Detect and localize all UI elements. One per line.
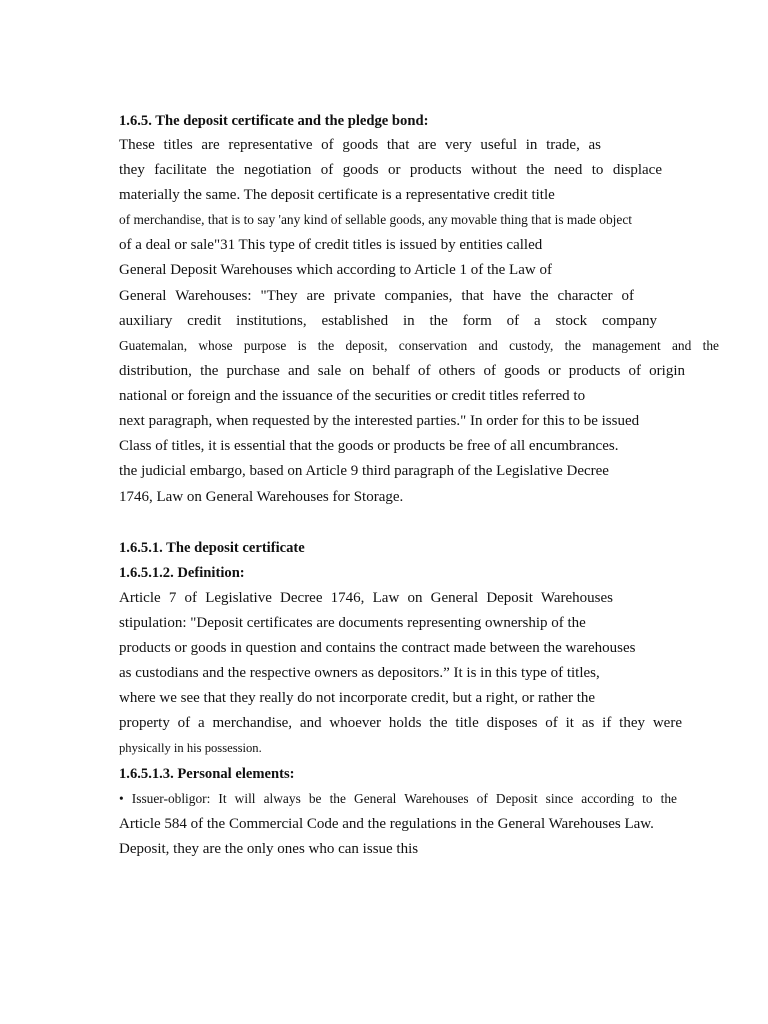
paragraph-line: Article 7 of Legislative Decree 1746, Law on General Deposit Warehouses — [119, 590, 613, 606]
paragraph-line: stipulation: "Deposit certificates are documents representing ownership of the — [119, 615, 586, 631]
paragraph-line: they facilitate the negotiation of goods or products without the need to displace — [119, 162, 662, 178]
paragraph-line: of a deal or sale"31 This type of credit titles is issued by entities called — [119, 237, 543, 253]
paragraph-line: where we see that they really do not incorporate credit, but a right, or rather the — [119, 690, 596, 706]
paragraph-line: next paragraph, when requested by the interested parties." In order for this to be issued — [119, 413, 640, 429]
paragraph-line: of merchandise, that is to say 'any kind of sellable goods, any movable thing that is made object — [119, 212, 632, 227]
paragraph-line: Article 584 of the Commercial Code and the regulations in the General Warehouses Law. — [119, 816, 654, 832]
bullet-item: • Issuer-obligor: It will always be the General Warehouses of Deposit since according to the — [119, 791, 677, 806]
subsection-heading: 1.6.5.1.2. Definition: — [119, 565, 245, 581]
section-heading: 1.6.5. The deposit certificate and the pledge bond: — [119, 113, 429, 129]
paragraph-line: property of a merchandise, and whoever holds the title disposes of it as if they were — [119, 715, 682, 731]
paragraph-line: products or goods in question and contains the contract made between the warehouses — [119, 640, 636, 656]
paragraph-line: physically in his possession. — [119, 741, 262, 755]
section-heading: 1.6.5.1.3. Personal elements: — [119, 766, 295, 782]
paragraph-line: Deposit, they are the only ones who can issue this — [119, 841, 419, 857]
paragraph-line: 1746, Law on General Warehouses for Storage. — [119, 489, 404, 505]
paragraph-line: as custodians and the respective owners as depositors.” It is in this type of titles, — [119, 665, 600, 681]
paragraph-line: materially the same. The deposit certificate is a representative credit title — [119, 187, 555, 203]
paragraph-line: national or foreign and the issuance of the securities or credit titles referred to — [119, 388, 586, 404]
paragraph-line: the judicial embargo, based on Article 9 third paragraph of the Legislative Decree — [119, 463, 609, 479]
paragraph-line: auxiliary credit institutions, established in the form of a stock company — [119, 313, 657, 329]
paragraph-line: General Deposit Warehouses which according to Article 1 of the Law of — [119, 262, 552, 278]
paragraph-line: distribution, the purchase and sale on behalf of others of goods or products of origin — [119, 363, 685, 379]
paragraph-line: Class of titles, it is essential that the goods or products be free of all encumbrances. — [119, 438, 619, 454]
section-heading: 1.6.5.1. The deposit certificate — [119, 540, 305, 556]
paragraph-line: Guatemalan, whose purpose is the deposit, conservation and custody, the management and the — [119, 338, 719, 353]
paragraph-line: General Warehouses: "They are private companies, that have the character of — [119, 288, 634, 304]
paragraph-line: These titles are representative of goods that are very useful in trade, as — [119, 137, 601, 153]
